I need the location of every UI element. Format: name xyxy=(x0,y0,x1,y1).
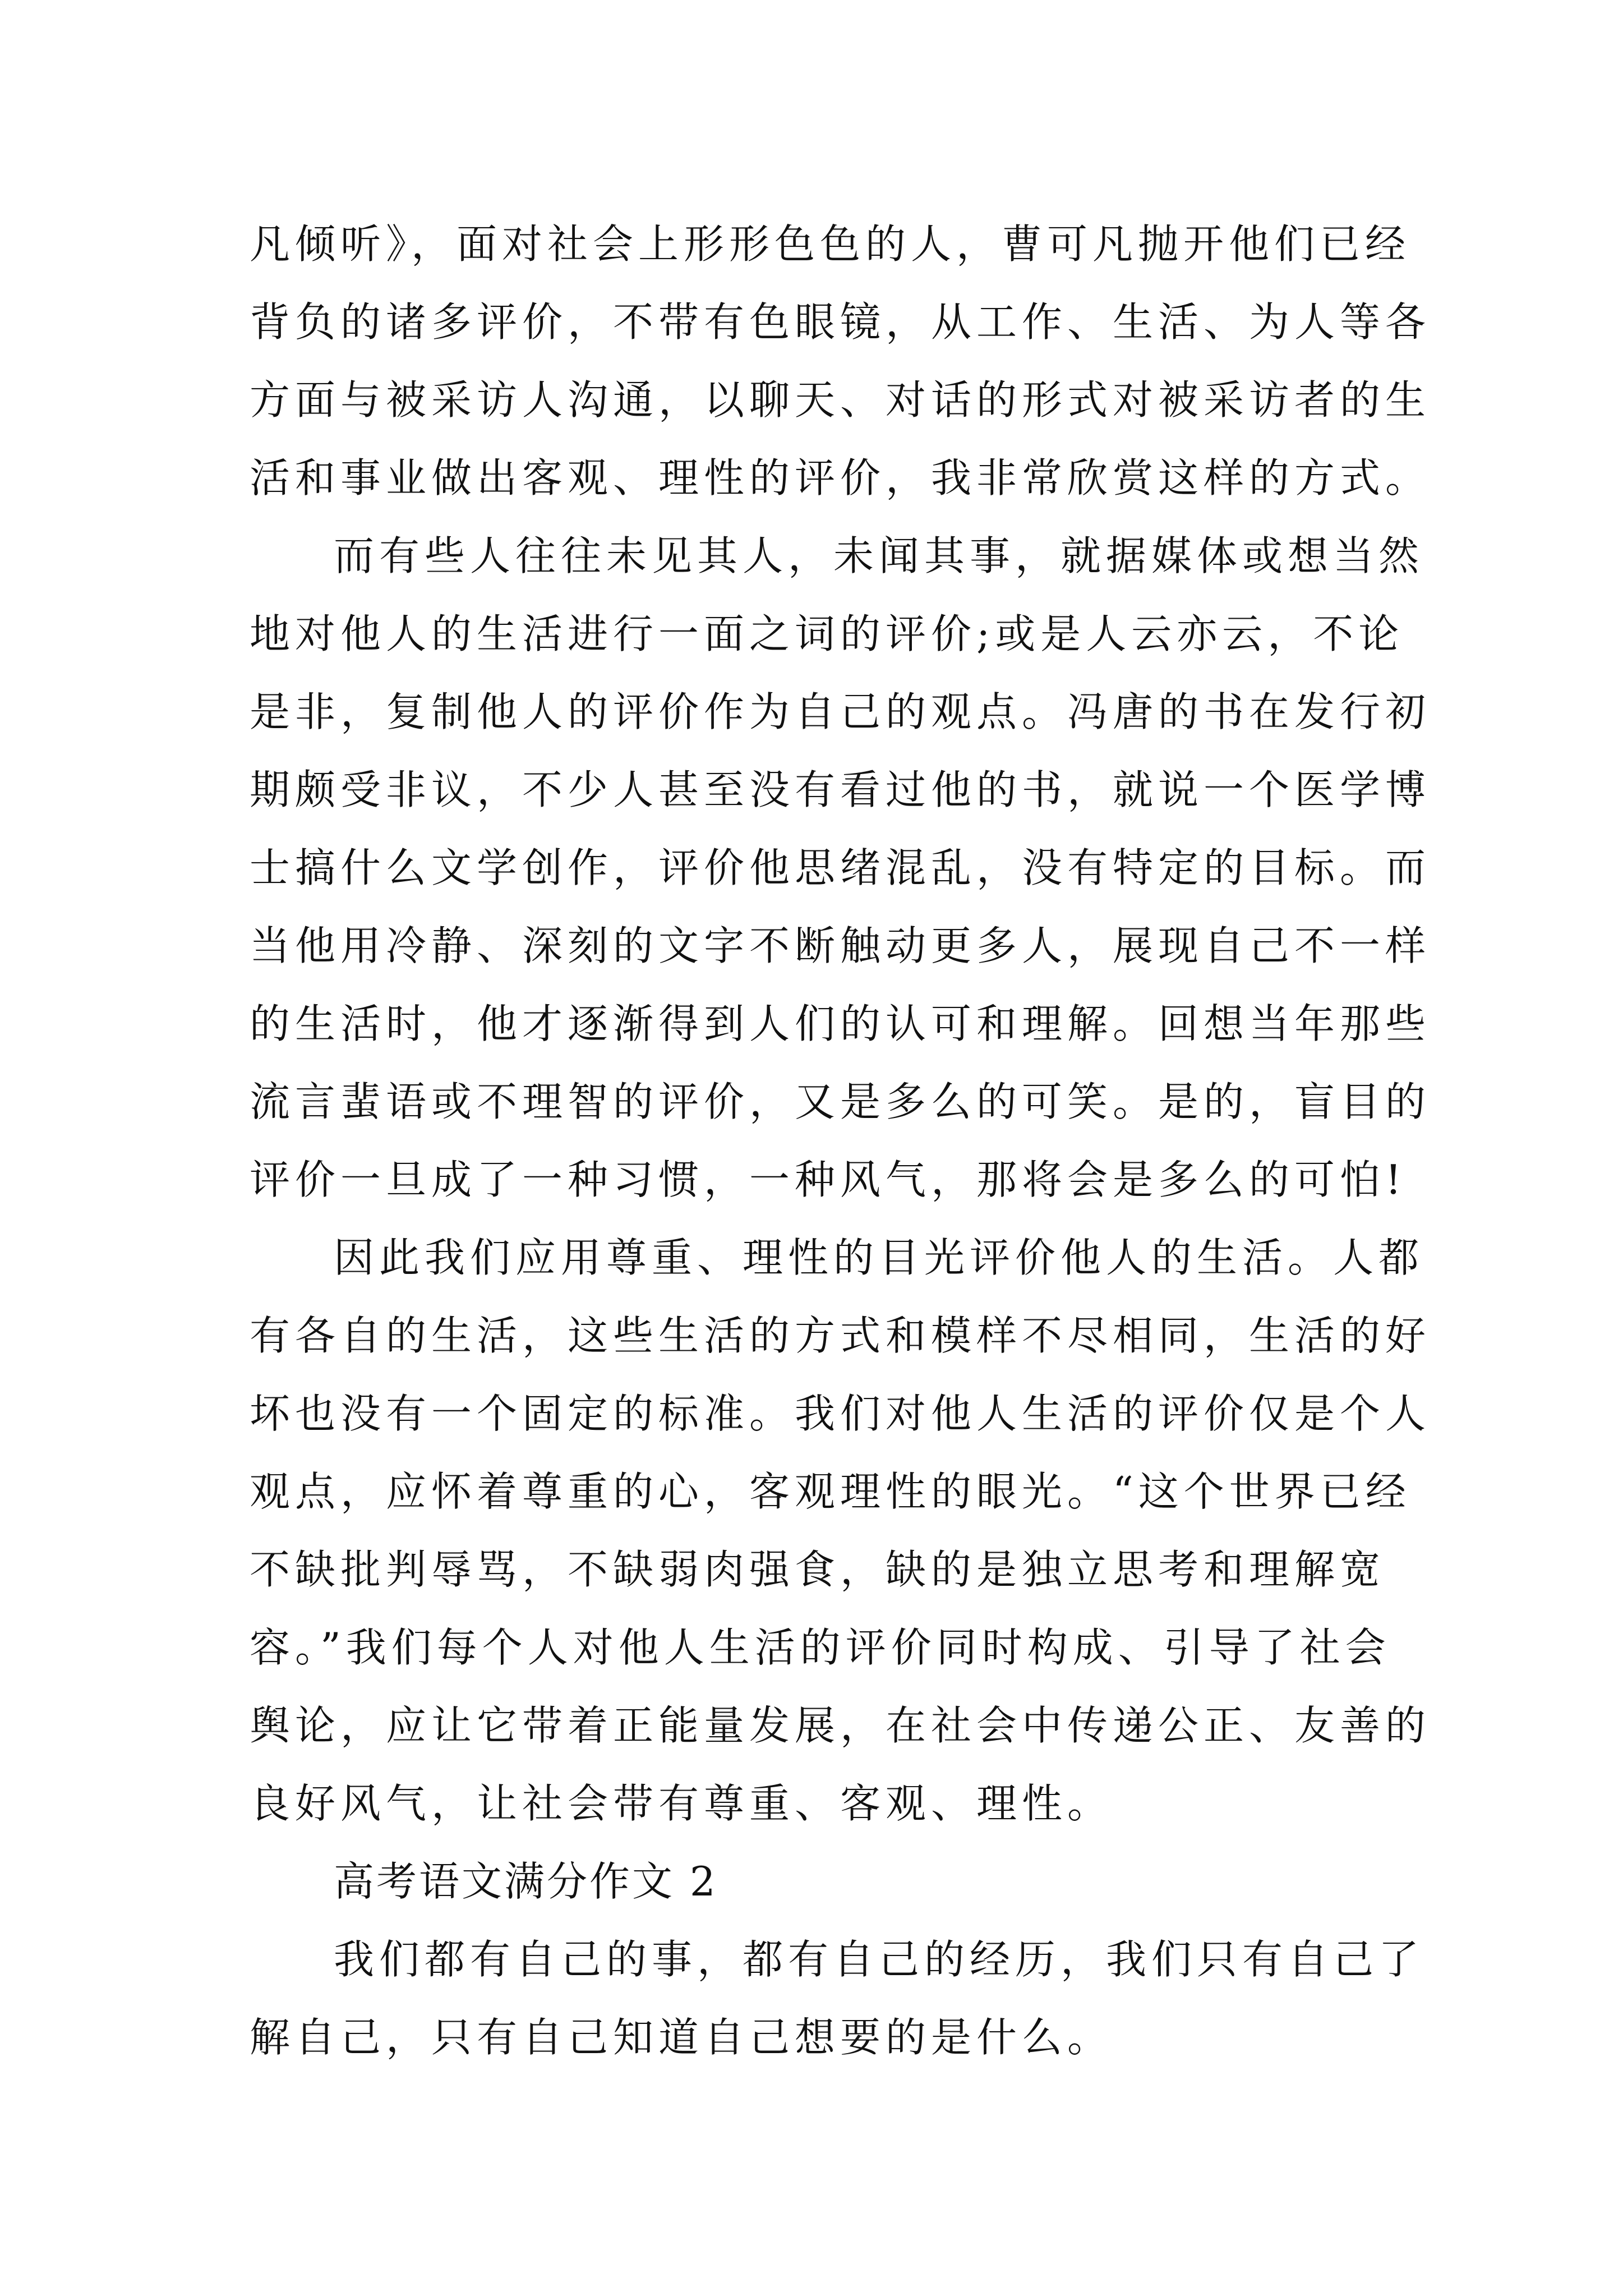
paragraph-3-line: 容。”我们每个人对他人生活的评价同时构成、引导了社会 xyxy=(250,1624,1391,1671)
paragraph-3-line: 不缺批判辱骂，不缺弱肉强食，缺的是独立思考和理解宽 xyxy=(250,1546,1386,1593)
paragraph-3-line: 坏也没有一个固定的标准。我们对他人生活的评价仅是个人 xyxy=(250,1390,1431,1437)
paragraph-4-line: 我们都有自己的事，都有自己的经历，我们只有自己了 xyxy=(334,1936,1424,1983)
paragraph-3-line: 舆论，应让它带着正能量发展，在社会中传递公正、友善的 xyxy=(250,1702,1431,1749)
paragraph-3-line: 有各自的生活，这些生活的方式和模样不尽相同，生活的好 xyxy=(250,1312,1431,1359)
paragraph-2-line: 当他用冷静、深刻的文字不断触动更多人，展现自己不一样 xyxy=(250,922,1431,969)
paragraph-3-line: 观点，应怀着尊重的心，客观理性的眼光。“这个世界已经 xyxy=(250,1468,1411,1515)
paragraph-2-line: 流言蜚语或不理智的评价，又是多么的可笑。是的，盲目的 xyxy=(250,1078,1431,1125)
paragraph-1-line: 背负的诸多评价，不带有色眼镜，从工作、生活、为人等各 xyxy=(250,298,1431,346)
paragraph-1-line: 凡倾听》，面对社会上形形色色的人，曹可凡抛开他们已经 xyxy=(250,220,1411,268)
paragraph-2-line: 的生活时，他才逐渐得到人们的认可和理解。回想当年那些 xyxy=(250,1000,1431,1047)
paragraph-2-line: 是非，复制他人的评价作为自己的观点。冯唐的书在发行初 xyxy=(250,688,1431,735)
paragraph-2-line: 而有些人往往未见其人，未闻其事，就据媒体或想当然 xyxy=(334,532,1424,579)
paragraph-1-line: 活和事业做出客观、理性的评价，我非常欣赏这样的方式。 xyxy=(250,454,1431,501)
paragraph-4-line: 解自己，只有自己知道自己想要的是什么。 xyxy=(250,2014,1113,2061)
paragraph-2-line: 士搞什么文学创作，评价他思绪混乱，没有特定的目标。而 xyxy=(250,844,1431,891)
section-heading: 高考语文满分作文 2 xyxy=(334,1858,718,1905)
paragraph-3-line: 良好风气，让社会带有尊重、客观、理性。 xyxy=(250,1780,1113,1827)
paragraph-1-line: 方面与被采访人沟通，以聊天、对话的形式对被采访者的生 xyxy=(250,376,1431,424)
paragraph-2-line: 期颇受非议，不少人甚至没有看过他的书，就说一个医学博 xyxy=(250,766,1431,813)
paragraph-2-line: 地对他人的生活进行一面之词的评价;或是人云亦云，不论 xyxy=(250,610,1404,657)
paragraph-2-line: 评价一旦成了一种习惯，一种风气，那将会是多么的可怕! xyxy=(250,1156,1407,1203)
paragraph-3-line: 因此我们应用尊重、理性的目光评价他人的生活。人都 xyxy=(334,1234,1424,1281)
